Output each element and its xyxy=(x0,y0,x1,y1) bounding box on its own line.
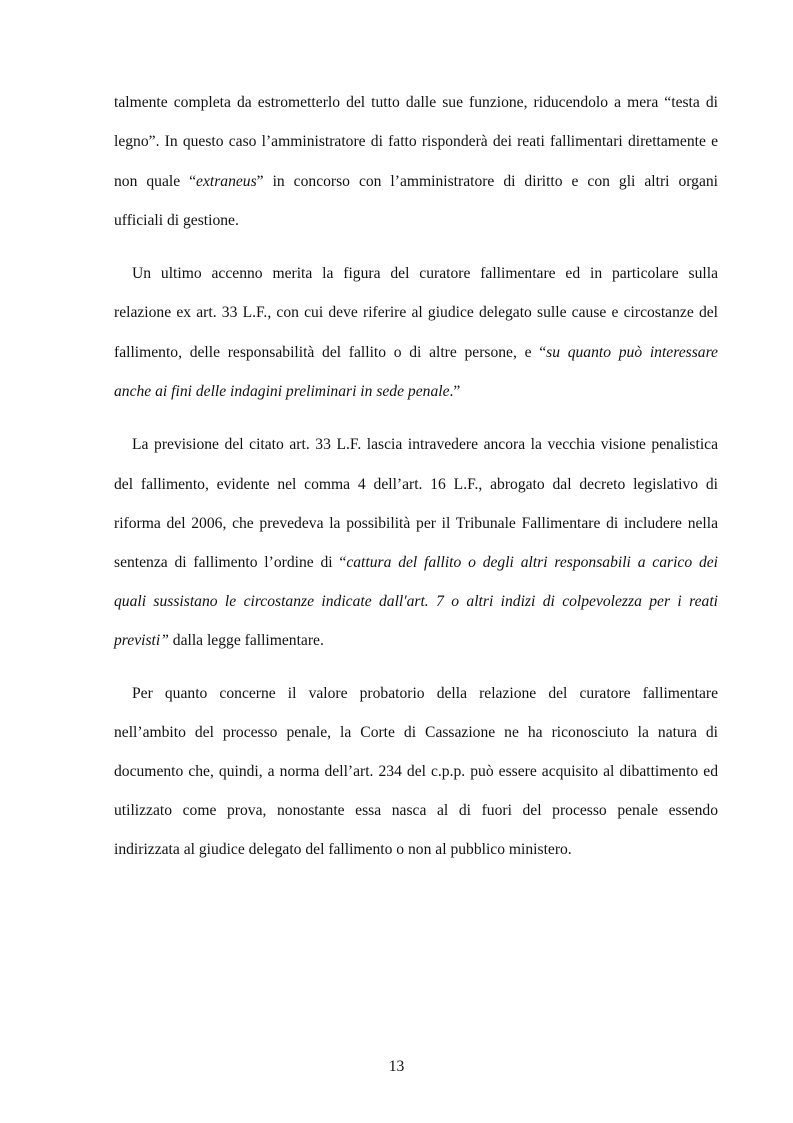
text-line: fallimento, delle responsabilità del fallito o di altre persone, e “su quanto può interessare xyxy=(114,344,718,361)
text-line: del fallimento, evidente nel comma 4 dell’art. 16 L.F., abrogato dal decreto legislativo di xyxy=(114,476,718,493)
text-line: ufficiali di gestione. xyxy=(114,212,239,229)
text-line: previsti” dalla legge fallimentare. xyxy=(114,632,324,649)
text-line: Un ultimo accenno merita la figura del curatore fallimentare ed in particolare sulla xyxy=(132,265,718,282)
text-line: nell’ambito del processo penale, la Corte di Cassazione ne ha riconosciuto la natura di xyxy=(114,724,718,741)
text-line: utilizzato come prova, nonostante essa nasca al di fuori del processo penale essendo xyxy=(114,802,718,819)
page-number: 13 xyxy=(388,1058,405,1075)
text-line: talmente completa da estrometterlo del tutto dalle sue funzione, riducendolo a mera “testa di xyxy=(114,94,718,111)
text-line: indirizzata al giudice delegato del fallimento o non al pubblico ministero. xyxy=(114,841,572,858)
text-line: legno”. In questo caso l’amministratore di fatto risponderà dei reati fallimentari direttamente e xyxy=(114,133,718,150)
text-line: La previsione del citato art. 33 L.F. lascia intravedere ancora la vecchia visione penalistica xyxy=(132,436,718,453)
text-line: non quale “extraneus” in concorso con l’amministratore di diritto e con gli altri organi xyxy=(114,173,718,190)
text-line: documento che, quindi, a norma dell’art. 234 del c.p.p. può essere acquisito al dibattimento ed xyxy=(114,763,718,780)
text-line: relazione ex art. 33 L.F., con cui deve riferire al giudice delegato sulle cause e circostanze del xyxy=(114,304,718,321)
text-line: anche ai fini delle indagini preliminari in sede penale.” xyxy=(114,383,461,400)
text-line: quali sussistano le circostanze indicate dall'art. 7 o altri indizi di colpevolezza per i reati xyxy=(114,593,718,610)
text-line: sentenza di fallimento l’ordine di “cattura del fallito o degli altri responsabili a carico dei xyxy=(114,554,718,571)
text-line: riforma del 2006, che prevedeva la possibilità per il Tribunale Fallimentare di includere nella xyxy=(114,515,718,532)
text-line: Per quanto concerne il valore probatorio della relazione del curatore fallimentare xyxy=(132,685,718,702)
